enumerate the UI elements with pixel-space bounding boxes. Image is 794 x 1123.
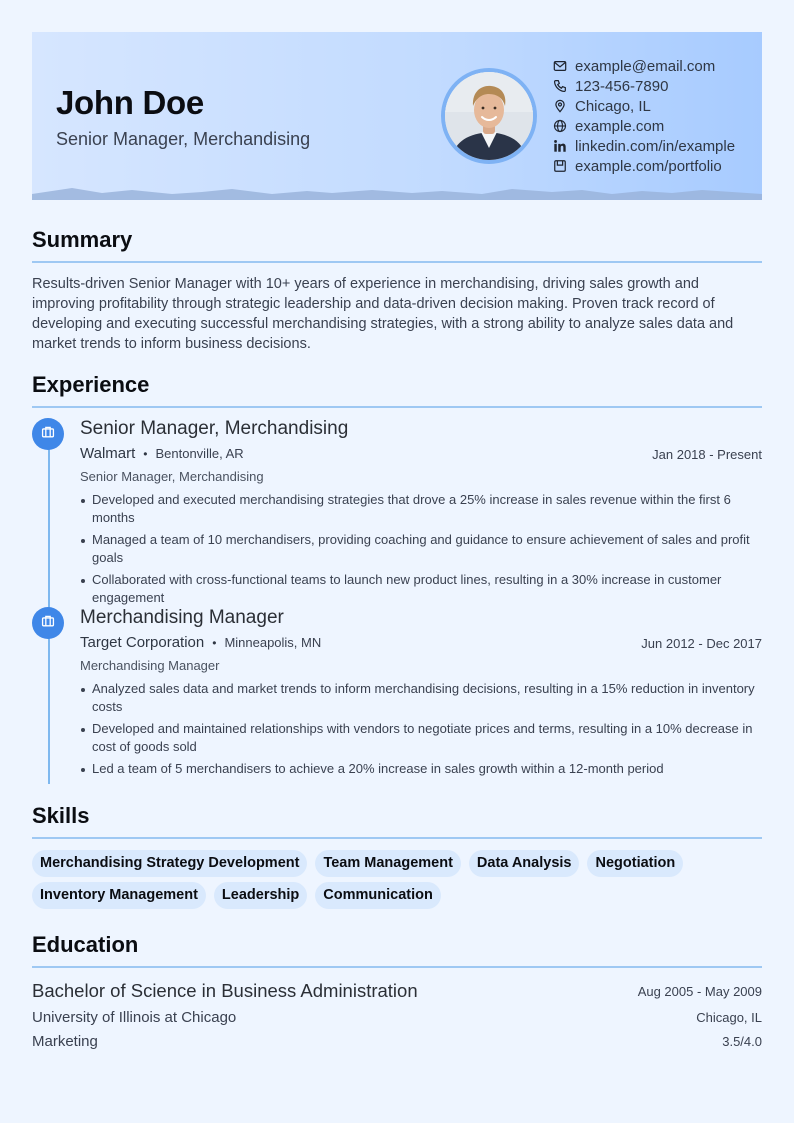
bullet-item: Led a team of 5 merchandisers to achieve a 20% increase in sales growth within a 12-month period [80, 760, 762, 778]
bullet-item: Collaborated with cross-functional teams to launch new product lines, resulting in a 30% increase in customer engagement [80, 571, 762, 607]
contact-email-text: example@email.com [575, 57, 716, 75]
education-dates: Aug 2005 - May 2009 [637, 984, 762, 999]
summary-text: Results-driven Senior Manager with 10+ years of experience in merchandising, driving sales growth and improving profitability through strategic leadership and data-driven decision making. Proven track record of developing and executing successful merchandising strategies, with a strong ability to analyze sales data and market trends to inform business decisions. [32, 276, 734, 352]
contact-linkedin[interactable] [552, 136, 735, 156]
job-company: Walmart [80, 445, 136, 462]
job-dates: Jun 2012 - Dec 2017 [641, 636, 762, 651]
globe-icon [552, 118, 568, 134]
portfolio-icon [552, 158, 568, 174]
profile-photo-image [445, 72, 533, 160]
phone-icon [552, 78, 568, 94]
experience-heading: Experience [32, 372, 762, 408]
briefcase-icon [41, 425, 55, 444]
job-bullets [80, 680, 762, 782]
job-title: Merchandising Manager [80, 607, 284, 628]
job-dot [32, 607, 64, 639]
bullet-item: Analyzed sales data and market trends to inform merchandising decisions, resulting in a 15% reduction in inventory costs [80, 680, 762, 716]
skill-chip: Negotiation [587, 850, 683, 877]
contact-location-text: Chicago, IL [575, 97, 651, 115]
bullet-item: Managed a team of 10 merchandisers, providing coaching and guidance to ensure achievement of sales and profit goals [80, 531, 762, 567]
job-role: Senior Manager, Merchandising [80, 469, 264, 484]
education-field: Marketing [32, 1033, 98, 1050]
skill-chip: Data Analysis [469, 850, 580, 877]
job-dot [32, 418, 64, 450]
briefcase-icon [41, 614, 55, 633]
skills-row [32, 850, 762, 877]
skills-row [32, 882, 762, 909]
job-title: Senior Manager, Merchandising [80, 418, 349, 439]
job-location: Minneapolis, MN [224, 635, 322, 650]
education-degree: Bachelor of Science in Business Administration [32, 980, 418, 1001]
linkedin-icon [552, 138, 568, 154]
contact-list [552, 56, 735, 176]
education-heading: Education [32, 932, 762, 968]
contact-website-text: example.com [575, 117, 665, 135]
separator-dot: • [143, 447, 148, 461]
skill-chip: Merchandising Strategy Development [32, 850, 307, 877]
email-icon [552, 58, 568, 74]
skill-chip: Team Management [315, 850, 460, 877]
summary-heading: Summary [32, 227, 762, 263]
skill-chip: Communication [315, 882, 441, 909]
bullet-item: Developed and maintained relationships with vendors to negotiate prices and terms, resulting in a 10% decrease in cost of goods sold [80, 720, 762, 756]
job-bullets [80, 491, 762, 611]
contact-phone-text: 123-456-7890 [575, 77, 669, 95]
profile-photo [441, 68, 537, 164]
contact-phone[interactable] [552, 76, 735, 96]
skills-list [32, 850, 762, 914]
resume-header [32, 32, 762, 200]
bullet-item: Developed and executed merchandising strategies that drove a 25% increase in sales revenue within the first 6 months [80, 491, 762, 527]
location-pin-icon [552, 98, 568, 114]
skill-chip: Inventory Management [32, 882, 206, 909]
job-location: Bentonville, AR [155, 446, 244, 461]
contact-linkedin-text: linkedin.com/in/example [575, 137, 736, 155]
education-gpa: 3.5/4.0 [722, 1034, 762, 1049]
candidate-title: Senior Manager, Merchandising [56, 129, 311, 149]
education-school: University of Illinois at Chicago [32, 1009, 237, 1026]
job-dates: Jan 2018 - Present [652, 447, 762, 462]
contact-location [552, 96, 735, 116]
resume-page [32, 32, 762, 1050]
job-role: Merchandising Manager [80, 658, 220, 673]
separator-dot: • [212, 636, 217, 650]
header-wave-decoration [32, 184, 762, 200]
job-company-line [80, 634, 321, 651]
education-location: Chicago, IL [696, 1010, 762, 1025]
job-company-line [80, 445, 244, 462]
job-company: Target Corporation [80, 634, 205, 651]
contact-website[interactable] [552, 116, 735, 136]
candidate-name: John Doe [56, 84, 204, 121]
skills-heading: Skills [32, 803, 762, 839]
contact-portfolio-text: example.com/portfolio [575, 157, 722, 175]
contact-portfolio[interactable] [552, 156, 735, 176]
skill-chip: Leadership [214, 882, 307, 909]
contact-email[interactable] [552, 56, 735, 76]
